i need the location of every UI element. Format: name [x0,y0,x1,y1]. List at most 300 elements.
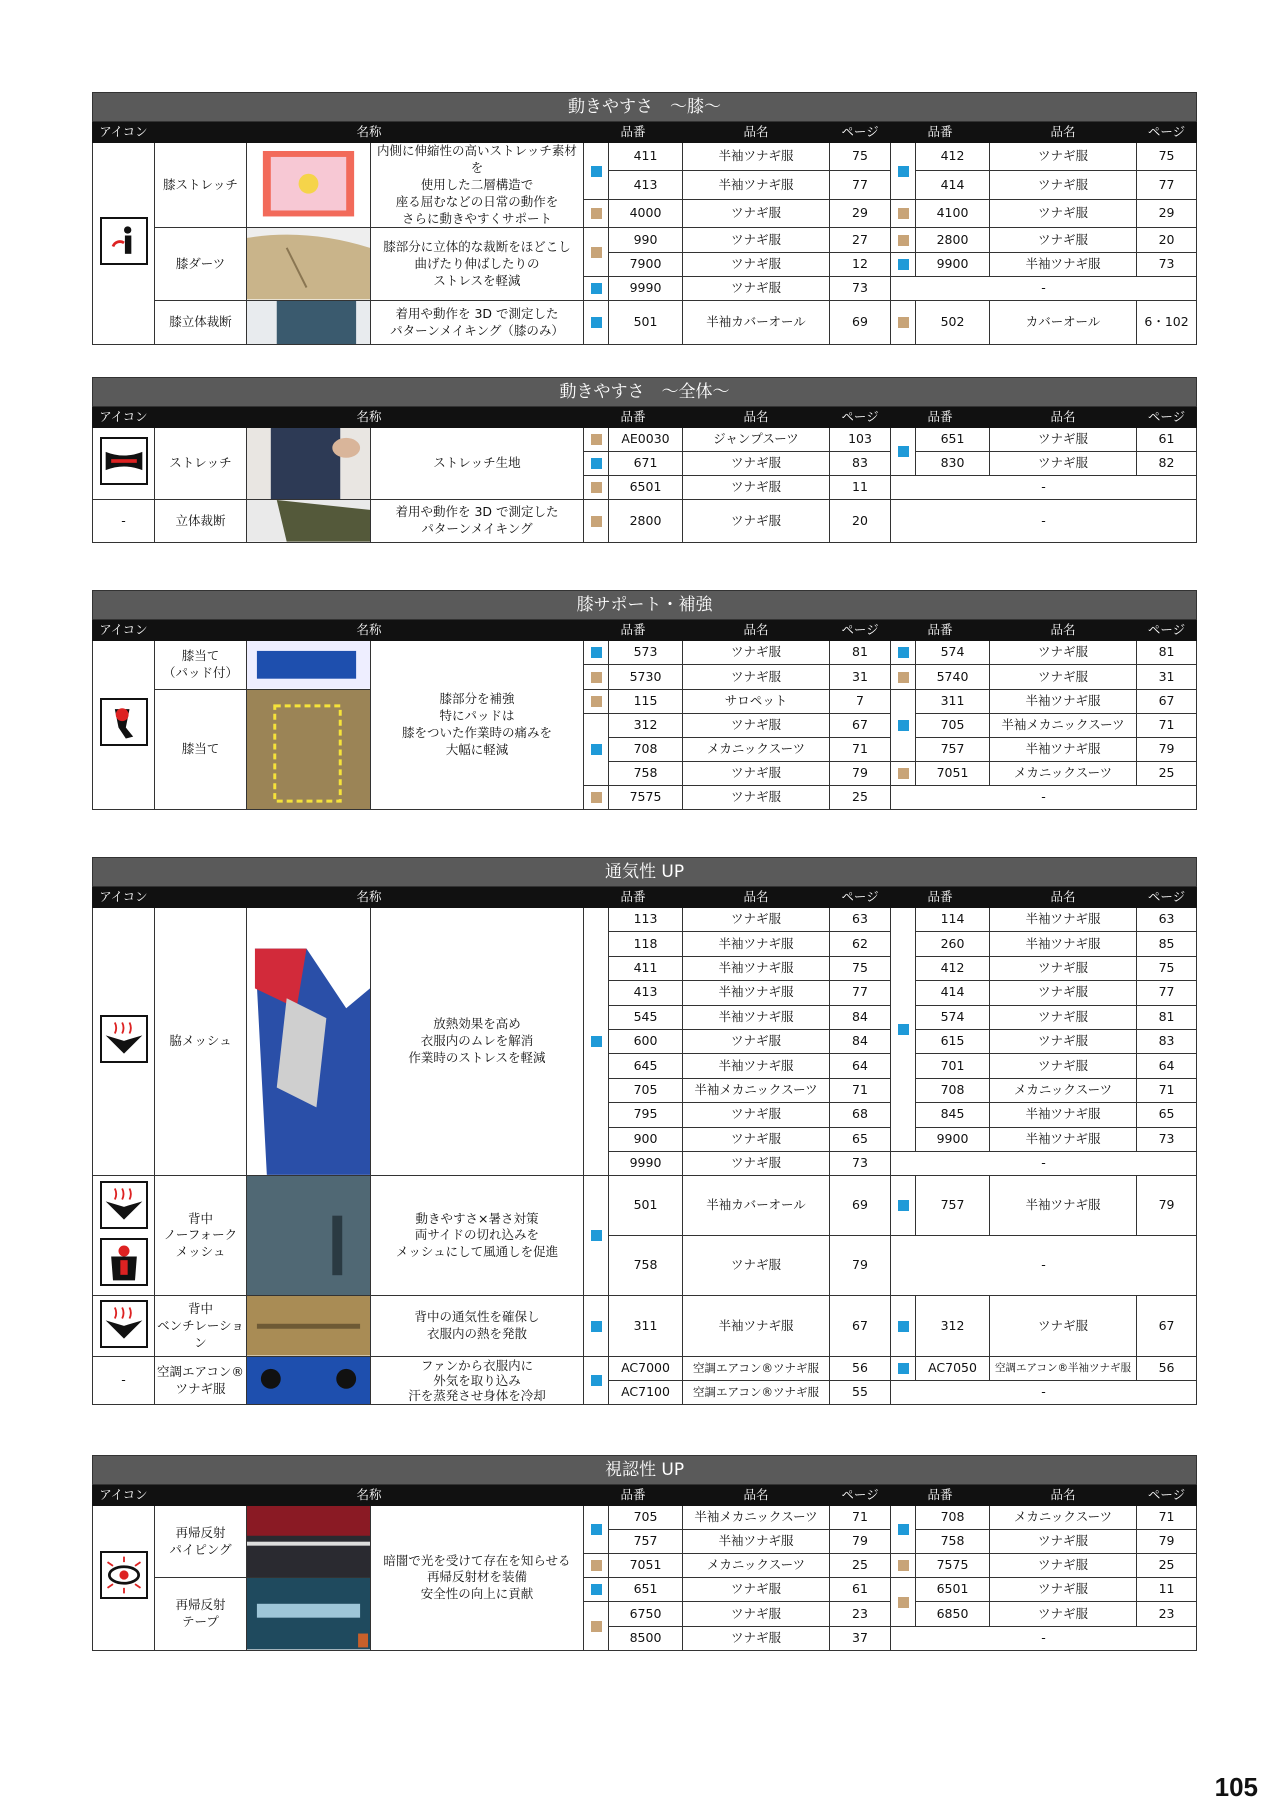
page-ref: 71 [830,737,891,761]
product-name: サロペット [683,689,830,713]
blue-marker [898,1363,909,1374]
product-code: 501 [609,1176,683,1236]
page-ref: 71 [1137,1078,1197,1102]
header-page: ページ [1137,407,1197,428]
product-code: 705 [609,1078,683,1102]
header-page: ページ [830,1485,891,1506]
header-name: 名称 [155,1485,584,1506]
product-name: ツナギ服 [990,956,1137,980]
product-code: 651 [609,1578,683,1602]
product-code: 411 [609,956,683,980]
feature-name: 膝当て [155,689,247,809]
header-icon: アイコン [93,1485,155,1506]
product-code: 7051 [916,761,990,785]
header-page: ページ [1137,887,1197,908]
product-name: 空調エアコン®ツナギ服 [683,1381,830,1405]
tan-marker [591,672,602,683]
empty-dash: - [891,1626,1197,1650]
tan-marker [591,434,602,445]
header-name: 名称 [155,407,584,428]
header-code: 品番 [891,887,990,908]
product-name: 半袖ツナギ服 [683,1530,830,1554]
back-vent-icon [100,1238,148,1286]
product-name: ツナギ服 [990,143,1137,171]
page-ref: 23 [830,1602,891,1626]
product-code: 2800 [609,500,683,543]
photo-tape [247,1578,371,1650]
page-ref: 25 [830,785,891,809]
icon-cell [93,641,155,810]
product-code: 311 [609,1296,683,1357]
mesh-vent-icon [100,1300,148,1348]
tan-marker [591,696,602,707]
header-product: 品名 [990,887,1137,908]
page-ref: 77 [830,981,891,1005]
header-name: 名称 [155,887,584,908]
section-title: 通気性 UP [93,858,1197,887]
photo-aircon [247,1356,371,1405]
page-ref: 75 [1137,143,1197,171]
photo-piping [247,1506,371,1578]
product-name: ツナギ服 [683,1127,830,1151]
product-code: 5730 [609,665,683,689]
tan-marker [591,247,602,258]
blue-marker [591,166,602,177]
tan-marker [898,672,909,683]
page-ref: 29 [830,199,891,227]
section-knee-mobility [92,92,1196,345]
blue-marker [898,647,909,658]
page-ref: 20 [1137,228,1197,252]
tan-marker [898,1597,909,1608]
product-name: ツナギ服 [683,1029,830,1053]
product-code: 900 [609,1127,683,1151]
product-code: 757 [609,1530,683,1554]
page-ref: 37 [830,1626,891,1650]
feature-description: ストレッチ生地 [371,428,584,500]
product-code: 795 [609,1103,683,1127]
product-code: 708 [916,1506,990,1530]
page-ref: 81 [1137,1005,1197,1029]
feature-description: 暗闇で光を受けて存在を知らせる 再帰反射材を装備 安全性の向上に貢献 [371,1506,584,1651]
product-code: 6501 [609,476,683,500]
header-product: 品名 [990,620,1137,641]
product-name: ツナギ服 [683,641,830,665]
page-ref: 77 [1137,171,1197,199]
product-code: AE0030 [609,428,683,452]
product-name: 半袖ツナギ服 [683,143,830,171]
product-code: AC7000 [609,1356,683,1380]
blue-marker [591,1230,602,1241]
feature-name: 膝ダーツ [155,228,247,300]
product-code: 830 [916,452,990,476]
icon-cell [93,1176,155,1296]
header-code: 品番 [584,122,683,143]
photo-knee-stretch [247,143,371,228]
product-name: 半袖ツナギ服 [683,932,830,956]
header-code: 品番 [891,1485,990,1506]
section-title: 視認性 UP [93,1456,1197,1485]
page-ref: 56 [1137,1356,1197,1380]
feature-name: 背中 ノーフォーク メッシュ [155,1176,247,1296]
product-name: 半袖カバーオール [683,1176,830,1236]
knee-stretch-icon [100,217,148,265]
tan-marker [591,1621,602,1632]
page-ref: 83 [830,452,891,476]
header-page: ページ [1137,1485,1197,1506]
product-code: AC7100 [609,1381,683,1405]
header-page: ページ [830,407,891,428]
stretch-fabric-icon [100,437,148,485]
product-code: 5740 [916,665,990,689]
empty-dash: - [891,785,1197,809]
product-code: 705 [609,1506,683,1530]
blue-marker [898,446,909,457]
blue-marker [591,647,602,658]
product-name: ツナギ服 [683,785,830,809]
empty-dash: - [891,1151,1197,1175]
section-title: 膝サポート・補強 [93,591,1197,620]
product-code: 8500 [609,1626,683,1650]
header-code: 品番 [891,122,990,143]
product-name: ツナギ服 [990,1296,1137,1357]
header-product: 品名 [683,122,830,143]
blue-marker [591,1036,602,1047]
product-code: 413 [609,171,683,199]
product-code: 9900 [916,1127,990,1151]
page-ref: 79 [1137,737,1197,761]
page-ref: 73 [1137,252,1197,276]
section-visibility [92,1455,1196,1651]
blue-marker [591,1584,602,1595]
product-name: メカニックスーツ [990,1506,1137,1530]
page-ref: 103 [830,428,891,452]
product-name: ツナギ服 [683,1103,830,1127]
product-name: 半袖ツナギ服 [990,1103,1137,1127]
photo-stretch [247,428,371,500]
page-number: 105 [1214,1772,1258,1802]
feature-name: 膝立体裁断 [155,300,247,345]
product-code: 4100 [916,199,990,227]
product-code: 412 [916,956,990,980]
tan-marker [898,235,909,246]
header-code: 品番 [584,620,683,641]
page-ref: 84 [830,1005,891,1029]
product-code: 311 [916,689,990,713]
product-name: メカニックスーツ [990,1078,1137,1102]
product-name: 半袖ツナギ服 [990,932,1137,956]
product-code: 118 [609,932,683,956]
feature-description: 動きやすさ×暑さ対策 両サイドの切れ込みを メッシュにして風通しを促進 [371,1176,584,1296]
header-product: 品名 [683,407,830,428]
product-code: 4000 [609,199,683,227]
page-ref: 75 [830,956,891,980]
feature-description: 膝部分に立体的な裁断をほどこし 曲げたり伸ばしたりの ストレスを軽減 [371,228,584,300]
header-icon: アイコン [93,122,155,143]
product-code: 701 [916,1054,990,1078]
product-name: ツナギ服 [990,665,1137,689]
product-name: ジャンプスーツ [683,428,830,452]
blue-marker [591,458,602,469]
product-name: ツナギ服 [683,276,830,300]
empty-dash: - [891,1381,1197,1405]
product-name: 半袖メカニックスーツ [683,1506,830,1530]
page-ref: 62 [830,932,891,956]
product-name: ツナギ服 [990,1530,1137,1554]
product-name: ツナギ服 [683,452,830,476]
product-code: 573 [609,641,683,665]
page-ref: 63 [1137,908,1197,932]
page-ref: 63 [830,908,891,932]
product-code: 502 [916,300,990,345]
product-code: 7575 [916,1554,990,1578]
feature-description: ファンから衣服内に 外気を取り込み 汗を蒸発させ身体を冷却 [371,1356,584,1405]
product-code: 671 [609,452,683,476]
product-code: 2800 [916,228,990,252]
page-ref: 11 [830,476,891,500]
page-ref: 79 [1137,1176,1197,1236]
page-ref: 11 [1137,1578,1197,1602]
product-name: 半袖ツナギ服 [683,956,830,980]
product-code: 758 [609,761,683,785]
product-code: AC7050 [916,1356,990,1380]
empty-dash: - [891,1236,1197,1296]
product-name: ツナギ服 [990,1578,1137,1602]
knee-pad-icon [100,698,148,746]
product-name: ツナギ服 [683,908,830,932]
feature-description: 背中の通気性を確保し 衣服内の熱を発散 [371,1296,584,1357]
icon-cell [93,428,155,500]
product-name: 半袖ツナギ服 [990,252,1137,276]
page-ref: 79 [830,1530,891,1554]
page-ref: 84 [830,1029,891,1053]
photo-3d-cut [247,500,371,543]
blue-marker [591,283,602,294]
feature-name: 再帰反射 テープ [155,1578,247,1650]
product-name: ツナギ服 [990,1602,1137,1626]
photo-knee-pad-2 [247,689,371,809]
product-code: 414 [916,171,990,199]
page-ref: 25 [1137,1554,1197,1578]
feature-name: 立体裁断 [155,500,247,543]
product-code: 411 [609,143,683,171]
product-name: ツナギ服 [683,713,830,737]
product-code: 990 [609,228,683,252]
header-product: 品名 [990,1485,1137,1506]
header-page: ページ [830,887,891,908]
page-ref: 25 [830,1554,891,1578]
header-page: ページ [1137,122,1197,143]
feature-name: 背中 ベンチレーション [155,1296,247,1357]
feature-name: 空調エアコン® ツナギ服 [155,1356,247,1405]
header-code: 品番 [584,407,683,428]
page-ref: 79 [830,761,891,785]
product-name: 半袖ツナギ服 [683,1005,830,1029]
product-name: ツナギ服 [990,171,1137,199]
photo-knee-3d [247,300,371,345]
page-ref: 64 [1137,1054,1197,1078]
header-icon: アイコン [93,407,155,428]
blue-marker [591,1524,602,1535]
product-name: ツナギ服 [990,452,1137,476]
product-name: ツナギ服 [990,1554,1137,1578]
page-ref: 65 [1137,1103,1197,1127]
product-code: 758 [916,1530,990,1554]
page-ref: 61 [1137,428,1197,452]
product-code: 9900 [916,252,990,276]
header-name: 名称 [155,620,584,641]
page-ref: 71 [1137,713,1197,737]
icon-cell [93,1296,155,1357]
header-product: 品名 [683,887,830,908]
feature-description: 着用や動作を 3D で測定した パターンメイキング [371,500,584,543]
section-knee-support [92,590,1196,810]
product-code: 9990 [609,1151,683,1175]
page-ref: 31 [1137,665,1197,689]
page-ref: 73 [830,276,891,300]
photo-underarm-mesh [247,908,371,1176]
page-ref: 7 [830,689,891,713]
header-product: 品名 [683,620,830,641]
product-code: 708 [609,737,683,761]
product-code: 7900 [609,252,683,276]
product-code: 114 [916,908,990,932]
product-code: 600 [609,1029,683,1053]
page-ref: 75 [1137,956,1197,980]
page-ref: 83 [1137,1029,1197,1053]
page-ref: 6・102 [1137,300,1197,345]
header-page: ページ [830,620,891,641]
product-name: メカニックスーツ [990,761,1137,785]
blue-marker [898,1321,909,1332]
blue-marker [898,1024,909,1035]
section-overall-mobility [92,377,1196,543]
page-ref: 73 [830,1151,891,1175]
blue-marker [591,317,602,328]
product-name: ツナギ服 [990,641,1137,665]
page-ref: 77 [1137,981,1197,1005]
page-ref: 61 [830,1578,891,1602]
blue-marker [591,1375,602,1386]
product-name: ツナギ服 [683,476,830,500]
product-name: ツナギ服 [990,1054,1137,1078]
photo-knee-pad [247,641,371,690]
feature-name: 膝ストレッチ [155,143,247,228]
section-breathability [92,857,1196,1405]
blue-marker [898,259,909,270]
page-ref: 67 [1137,1296,1197,1357]
product-code: 615 [916,1029,990,1053]
empty-dash: - [891,500,1197,543]
header-code: 品番 [891,407,990,428]
tan-marker [591,516,602,527]
page-ref: 25 [1137,761,1197,785]
product-name: 半袖メカニックスーツ [990,713,1137,737]
product-name: メカニックスーツ [683,737,830,761]
product-code: 9990 [609,276,683,300]
page-ref: 81 [830,641,891,665]
header-code: 品番 [584,1485,683,1506]
page-ref: 27 [830,228,891,252]
header-page: ページ [1137,620,1197,641]
product-code: 705 [916,713,990,737]
product-code: 574 [916,1005,990,1029]
page-ref: 85 [1137,932,1197,956]
page-ref: 69 [830,1176,891,1236]
product-name: ツナギ服 [990,199,1137,227]
page-ref: 23 [1137,1602,1197,1626]
product-name: ツナギ服 [683,761,830,785]
empty-dash: - [891,476,1197,500]
product-name: ツナギ服 [990,981,1137,1005]
header-icon: アイコン [93,620,155,641]
product-code: 7051 [609,1554,683,1578]
page-ref: 82 [1137,452,1197,476]
product-name: ツナギ服 [683,1151,830,1175]
tan-marker [898,208,909,219]
product-code: 757 [916,1176,990,1236]
product-name: 半袖ツナギ服 [683,1296,830,1357]
header-icon: アイコン [93,887,155,908]
page-ref: 67 [830,713,891,737]
page-ref: 67 [830,1296,891,1357]
feature-name: ストレッチ [155,428,247,500]
product-name: ツナギ服 [683,1602,830,1626]
product-name: ツナギ服 [683,500,830,543]
icon-dash: - [93,500,155,543]
icon-dash: - [93,1356,155,1405]
page-ref: 64 [830,1054,891,1078]
product-code: 312 [916,1296,990,1357]
page-ref: 67 [1137,689,1197,713]
page-ref: 65 [830,1127,891,1151]
icon-cell [93,908,155,1176]
product-name: ツナギ服 [990,228,1137,252]
product-name: 半袖ツナギ服 [990,689,1137,713]
blue-marker [898,166,909,177]
product-code: 6750 [609,1602,683,1626]
product-name: 半袖メカニックスーツ [683,1078,830,1102]
product-name: ツナギ服 [683,1626,830,1650]
product-code: 708 [916,1078,990,1102]
section-title: 動きやすさ ～全体～ [93,378,1197,407]
page-ref: 73 [1137,1127,1197,1151]
product-name: 半袖ツナギ服 [990,908,1137,932]
product-name: 半袖ツナギ服 [683,171,830,199]
product-code: 651 [916,428,990,452]
product-name: 空調エアコン®ツナギ服 [683,1356,830,1380]
product-code: 413 [609,981,683,1005]
header-code: 品番 [891,620,990,641]
page-ref: 29 [1137,199,1197,227]
feature-name: 膝当て （パッド付） [155,641,247,690]
product-name: 半袖カバーオール [683,300,830,345]
product-code: 260 [916,932,990,956]
header-product: 品名 [990,122,1137,143]
feature-name: 再帰反射 パイピング [155,1506,247,1578]
product-name: 空調エアコン®半袖ツナギ服 [990,1356,1137,1380]
blue-marker [898,1524,909,1535]
product-name: カバーオール [990,300,1137,345]
empty-dash: - [891,276,1197,300]
page-ref: 56 [830,1356,891,1380]
page-ref: 20 [830,500,891,543]
product-code: 115 [609,689,683,713]
product-name: ツナギ服 [990,428,1137,452]
product-name: 半袖ツナギ服 [990,1176,1137,1236]
feature-name: 脇メッシュ [155,908,247,1176]
product-code: 6850 [916,1602,990,1626]
